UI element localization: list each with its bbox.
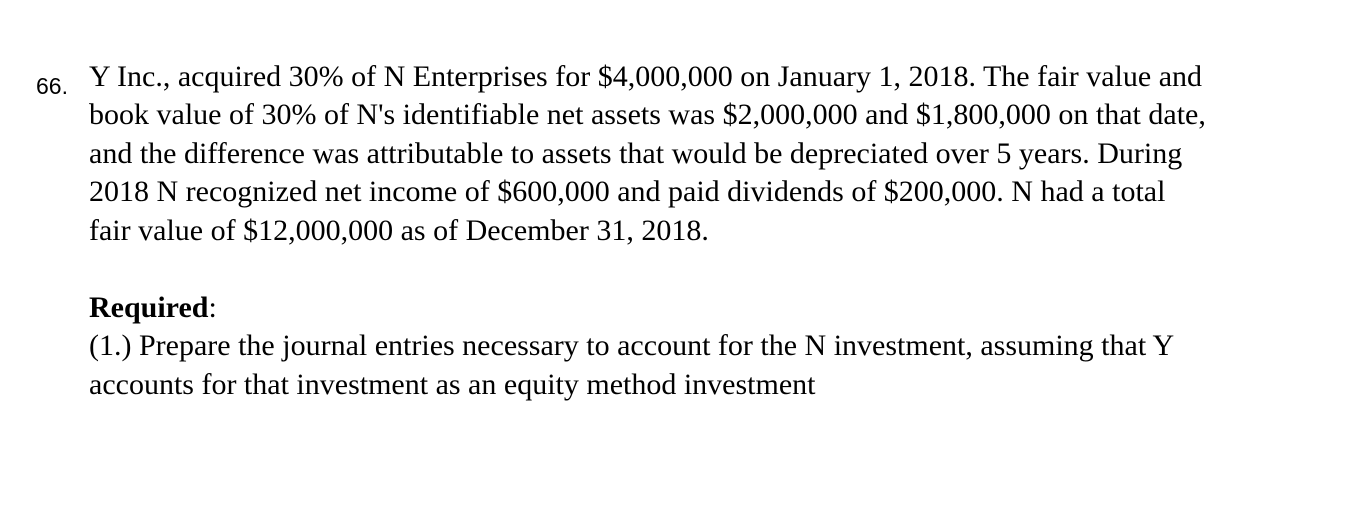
problem-text-line-4: 2018 N recognized net income of $600,000 and paid dividends of $200,000. N had a total (89, 175, 1166, 208)
required-heading (89, 289, 217, 326)
problem-text-line-2: book value of 30% of N's identifiable net assets was $2,000,000 and $1,800,000 on that date, (89, 98, 1206, 131)
problem-text-line-3: and the difference was attributable to assets that would be depreciated over 5 years. During (89, 137, 1183, 170)
problem-text-line-1: Y Inc., acquired 30% of N Enterprises for $4,000,000 on January 1, 2018. The fair value and (89, 60, 1203, 93)
problem-text-line-5: fair value of $12,000,000 as of December 31, 2018. (89, 214, 709, 247)
question-number: 66. (36, 73, 68, 99)
requirement-line-2: accounts for that investment as an equity method investment (89, 368, 816, 401)
required-colon: : (208, 291, 217, 324)
required-label: Required (89, 291, 209, 324)
requirement-line-1: (1.) Prepare the journal entries necessary to account for the N investment, assuming that Y (89, 329, 1175, 362)
